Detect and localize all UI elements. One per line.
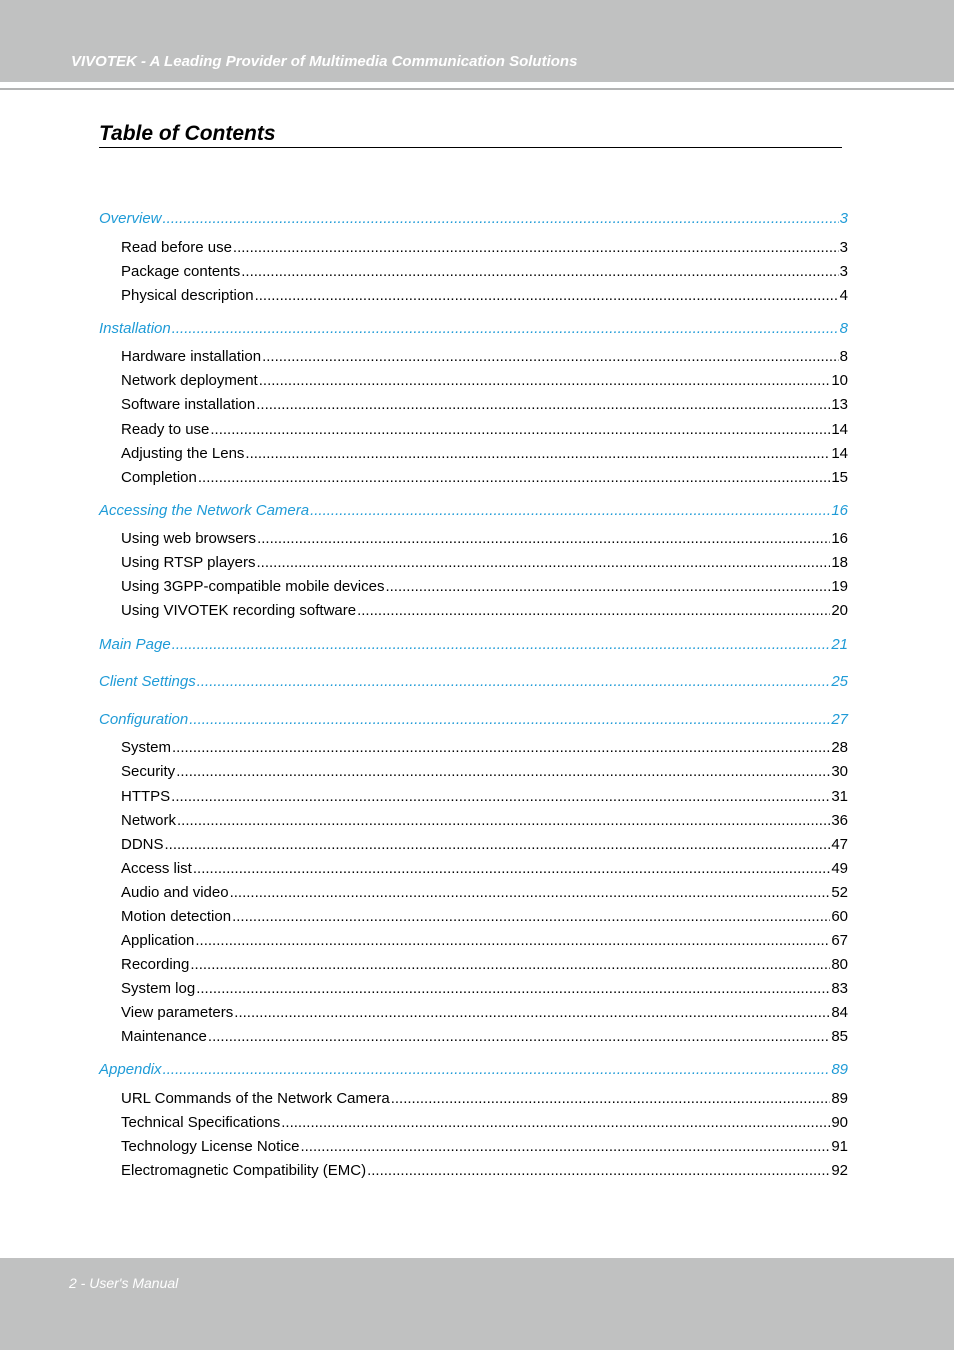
- toc-section-accessing-camera[interactable]: Accessing the Network Camera ..... 16: [99, 501, 848, 521]
- toc-item[interactable]: Access list ..... 49: [121, 859, 848, 879]
- toc-item[interactable]: Motion detection ..... 60: [121, 907, 848, 927]
- toc-section-client-settings[interactable]: Client Settings ..... 25: [99, 672, 848, 692]
- toc-item[interactable]: Using 3GPP-compatible mobile devices ..... 19: [121, 577, 848, 597]
- toc-item[interactable]: Software installation ..... 13: [121, 395, 848, 415]
- toc-item[interactable]: URL Commands of the Network Camera ..... 89: [121, 1089, 848, 1109]
- footer-page-number: 2 - User's Manual: [69, 1275, 179, 1291]
- toc-item[interactable]: Network ..... 36: [121, 811, 848, 831]
- toc-item[interactable]: Hardware installation ..... 8: [121, 347, 848, 367]
- toc-item[interactable]: View parameters ..... 84: [121, 1003, 848, 1023]
- toc-item[interactable]: Security ..... 30: [121, 762, 848, 782]
- page-footer: [0, 1258, 954, 1350]
- toc-item[interactable]: Adjusting the Lens ..... 14: [121, 444, 848, 464]
- toc-item[interactable]: Read before use ..... 3: [121, 238, 848, 258]
- toc-item[interactable]: System ..... 28: [121, 738, 848, 758]
- toc-section-overview[interactable]: Overview ..... 3: [99, 209, 848, 229]
- header-tagline: VIVOTEK - A Leading Provider of Multimedia Communication Solutions: [71, 53, 578, 70]
- toc-section-main-page[interactable]: Main Page ..... 21: [99, 635, 848, 655]
- toc-item[interactable]: Technical Specifications ..... 90: [121, 1113, 848, 1133]
- toc-section-appendix[interactable]: Appendix ..... 89: [99, 1060, 848, 1080]
- toc-item[interactable]: Application ..... 67: [121, 931, 848, 951]
- toc-item[interactable]: Network deployment ..... 10: [121, 371, 848, 391]
- toc-section-installation[interactable]: Installation ..... 8: [99, 319, 848, 339]
- toc-item[interactable]: Using VIVOTEK recording software ..... 20: [121, 601, 848, 621]
- toc-item[interactable]: Completion ..... 15: [121, 468, 848, 488]
- page-title: Table of Contents: [99, 121, 842, 148]
- header-divider: [0, 88, 954, 90]
- toc-item[interactable]: Physical description ..... 4: [121, 286, 848, 306]
- toc-item[interactable]: Recording ..... 80: [121, 955, 848, 975]
- toc-item[interactable]: DDNS ..... 47: [121, 835, 848, 855]
- toc-item[interactable]: System log ..... 83: [121, 979, 848, 999]
- toc-item[interactable]: Technology License Notice ..... 91: [121, 1137, 848, 1157]
- toc-item[interactable]: Using RTSP players ..... 18: [121, 553, 848, 573]
- toc-item[interactable]: HTTPS ..... 31: [121, 787, 848, 807]
- toc-item[interactable]: Using web browsers ..... 16: [121, 529, 848, 549]
- toc-item[interactable]: Audio and video ..... 52: [121, 883, 848, 903]
- toc-item[interactable]: Ready to use ..... 14: [121, 420, 848, 440]
- toc-item[interactable]: Electromagnetic Compatibility (EMC) ..... 92: [121, 1161, 848, 1181]
- page-header: [0, 0, 954, 82]
- toc-item[interactable]: Package contents ..... 3: [121, 262, 848, 282]
- toc-section-configuration[interactable]: Configuration ..... 27: [99, 710, 848, 730]
- toc-item[interactable]: Maintenance ..... 85: [121, 1027, 848, 1047]
